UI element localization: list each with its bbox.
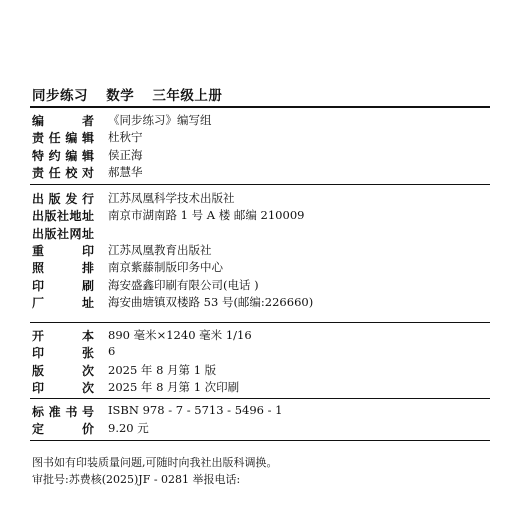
imprint-label: 厂 址	[32, 295, 94, 310]
imprint-label: 重 印	[32, 243, 94, 258]
divider-rule	[30, 398, 490, 399]
book-subject: 数学	[106, 88, 135, 104]
imprint-value: 海安曲塘镇双楼路 53 号(邮编:226660)	[108, 294, 314, 309]
imprint-value: 2025 年 8 月第 1 版	[108, 362, 217, 377]
imprint-value: 郝慧华	[108, 164, 143, 179]
divider-rule	[30, 184, 490, 185]
imprint-label: 出 版 社 地 址	[32, 209, 94, 224]
imprint-value: 南京市湖南路 1 号 A 楼 邮编 210009	[108, 208, 305, 223]
approval-number: 审批号:苏费核(2025)JF - 0281 举报电话:	[32, 473, 241, 486]
book-series: 同步练习	[32, 88, 88, 104]
imprint-label: 印 次	[32, 380, 94, 395]
imprint-label: 责 任 编 辑	[32, 131, 94, 146]
imprint-value: 杜秋宁	[108, 130, 143, 145]
imprint-value: 《同步练习》编写组	[108, 113, 212, 127]
imprint-value: 江苏凤凰科学技术出版社	[108, 191, 235, 205]
imprint-label: 印 张	[32, 346, 94, 361]
book-grade: 三年级上册	[152, 88, 223, 104]
imprint-value: 海安盛鑫印刷有限公司(电话 )	[108, 277, 259, 292]
imprint-label: 印 刷	[32, 278, 94, 293]
imprint-label: 版 次	[32, 363, 94, 378]
book-title	[32, 84, 235, 104]
imprint-value: 6	[108, 344, 116, 359]
imprint-label: 出 版 发 行	[32, 192, 94, 206]
imprint-label: 标 准 书 号	[32, 405, 94, 419]
imprint-label: 特 约 编 辑	[32, 148, 94, 163]
imprint-value: ISBN 978 - 7 - 5713 - 5496 - 1	[108, 403, 283, 417]
imprint-label: 责 任 校 对	[32, 165, 94, 180]
imprint-label: 出 版 社 网 址	[32, 226, 94, 241]
imprint-label: 编 者	[32, 114, 94, 128]
imprint-value: 南京紫藤制版印务中心	[108, 260, 223, 275]
imprint-value: 侯正海	[108, 147, 143, 162]
imprint-value: 江苏凤凰教育出版社	[108, 242, 212, 257]
imprint-value: 890 毫米×1240 毫米 1/16	[108, 328, 252, 342]
divider-rule	[30, 106, 490, 108]
divider-rule	[30, 322, 490, 323]
divider-rule	[30, 440, 490, 441]
imprint-value: 2025 年 8 月第 1 次印刷	[108, 379, 240, 394]
imprint-label: 定 价	[32, 422, 94, 437]
imprint-label: 照 排	[32, 261, 94, 276]
imprint-label: 开 本	[32, 329, 94, 343]
imprint-value: 9.20 元	[108, 421, 149, 436]
quality-notice: 图书如有印装质量问题,可随时向我社出版科调换。	[32, 456, 278, 469]
